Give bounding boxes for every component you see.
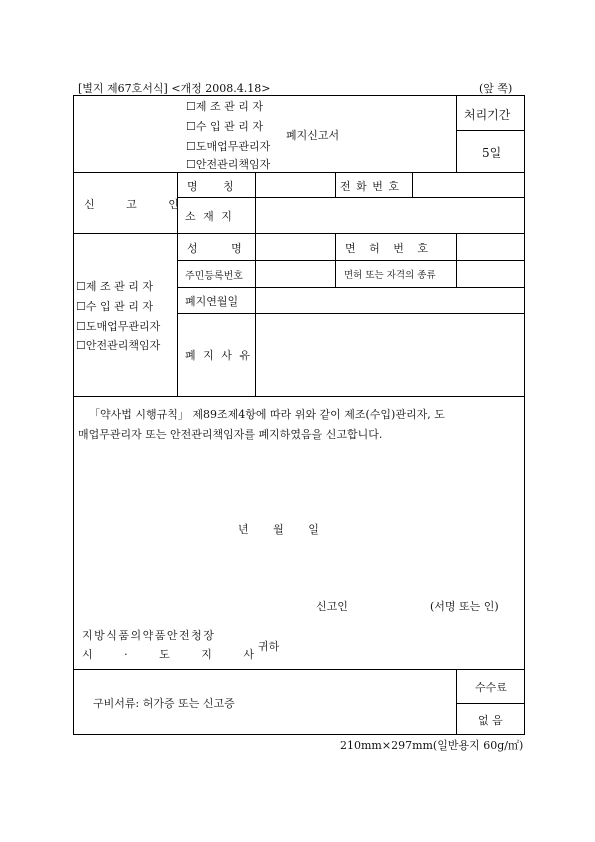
table-border-top bbox=[73, 95, 525, 96]
closure-reason-label: 폐 지 사 유 bbox=[185, 349, 252, 362]
manager-option-import[interactable]: ☐수 입 관 리 자 bbox=[76, 300, 153, 313]
form-number: [별지 제67호서식] <개정 2008.4.18> bbox=[78, 82, 271, 95]
manager-option-safety[interactable]: ☐안전관리책임자 bbox=[76, 339, 161, 352]
table-border-bottom bbox=[73, 734, 525, 735]
option-import-manager[interactable]: ☐수 입 관 리 자 bbox=[186, 120, 263, 133]
grid-line bbox=[456, 703, 525, 704]
grid-line bbox=[73, 669, 525, 670]
manager-option-wholesale[interactable]: ☐도매업무관리자 bbox=[76, 320, 161, 333]
grid-line bbox=[73, 396, 525, 397]
grid-line bbox=[177, 197, 525, 198]
grid-line bbox=[177, 313, 525, 314]
grid-line bbox=[177, 287, 525, 288]
form-title: 폐지신고서 bbox=[286, 129, 340, 142]
addressee-line-1: 지방식품의약품안전청장 bbox=[82, 629, 216, 642]
grid-line bbox=[255, 172, 256, 397]
signature-area[interactable]: (서명 또는 인) bbox=[430, 600, 499, 613]
processing-period-value: 5일 bbox=[482, 146, 502, 160]
rrn-label: 주민등록번호 bbox=[185, 271, 243, 282]
phone-label: 전 화 번 호 bbox=[340, 180, 400, 193]
name-label bbox=[187, 178, 257, 194]
report-date[interactable]: 년 월 일 bbox=[238, 523, 319, 536]
option-manufacture-manager[interactable]: ☐제 조 관 리 자 bbox=[186, 100, 263, 113]
person-name-label bbox=[187, 240, 242, 256]
option-safety-manager[interactable]: ☐안전관리책임자 bbox=[186, 158, 271, 171]
person-name-label-text: 성 명 bbox=[187, 242, 242, 255]
fee-value: 없 음 bbox=[478, 714, 503, 727]
grid-line bbox=[73, 172, 525, 173]
license-number-field[interactable] bbox=[460, 238, 520, 256]
phone-field[interactable] bbox=[416, 178, 521, 196]
address-field[interactable] bbox=[258, 204, 520, 228]
rrn-field[interactable] bbox=[258, 264, 332, 282]
page-side-label: (앞 쪽) bbox=[479, 82, 513, 95]
grid-line bbox=[456, 669, 457, 735]
address-label: 소 재 지 bbox=[185, 210, 234, 223]
addressee-line-2: 시 · 도 지 사 bbox=[82, 648, 254, 661]
grid-line bbox=[73, 233, 525, 234]
required-documents-label: 구비서류: 허가증 또는 신고증 bbox=[93, 697, 235, 710]
grid-line bbox=[177, 260, 525, 261]
grid-line bbox=[456, 233, 457, 288]
statement-line-1: 「약사법 시행규칙」 제89조제4항에 따라 위와 같이 제조(수입)관리자, 도 bbox=[89, 408, 445, 421]
name-label-text: 명 칭 bbox=[187, 180, 234, 193]
license-type-field[interactable] bbox=[460, 264, 520, 282]
closure-date-label: 폐지연월일 bbox=[185, 295, 239, 308]
grid-line bbox=[335, 172, 336, 198]
closure-date-field[interactable] bbox=[258, 291, 520, 309]
table-border-left bbox=[73, 95, 74, 735]
processing-period-label: 처리기간 bbox=[464, 108, 511, 122]
fee-label: 수수료 bbox=[475, 681, 507, 694]
statement-line-2: 매업무관리자 또는 안전관리책임자를 폐지하였음을 신고합니다. bbox=[78, 428, 383, 441]
grid-line bbox=[412, 172, 413, 198]
manager-option-manufacture[interactable]: ☐제 조 관 리 자 bbox=[76, 280, 153, 293]
person-name-field[interactable] bbox=[258, 238, 332, 256]
honorific: 귀하 bbox=[258, 640, 280, 653]
grid-line bbox=[456, 130, 525, 131]
name-field[interactable] bbox=[258, 178, 332, 196]
reporter-label: 신 고 인 bbox=[84, 198, 193, 211]
closure-reason-field[interactable] bbox=[258, 318, 520, 392]
option-wholesale-manager[interactable]: ☐도매업무관리자 bbox=[186, 140, 271, 153]
grid-line bbox=[335, 233, 336, 288]
paper-spec: 210mm×297mm(일반용지 60g/㎡) bbox=[340, 739, 524, 752]
signer-label: 신고인 bbox=[316, 600, 348, 613]
license-type-label: 면허 또는 자격의 종류 bbox=[344, 270, 436, 281]
license-number-label: 면 허 번 호 bbox=[345, 242, 428, 255]
grid-line bbox=[456, 95, 457, 173]
table-border-right bbox=[524, 95, 525, 735]
